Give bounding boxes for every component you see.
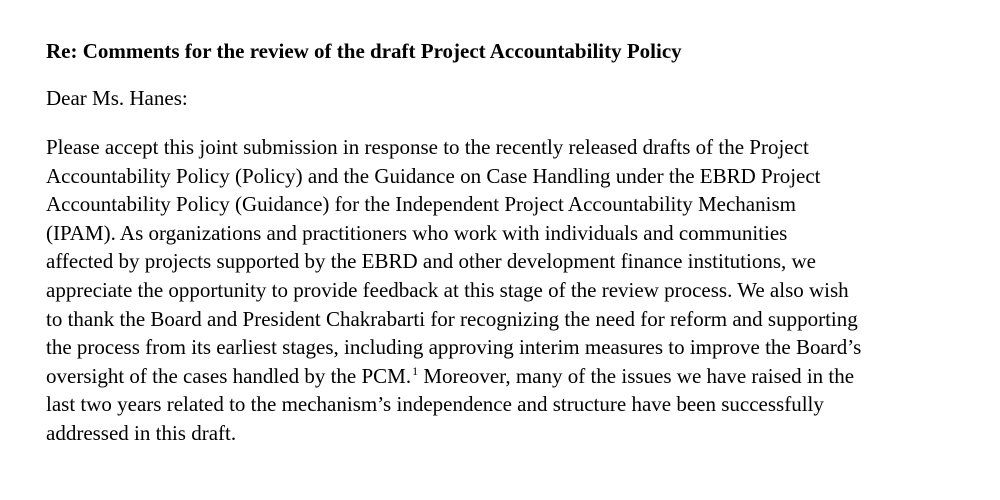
body-line: addressed in this draft. (46, 420, 237, 445)
letter-page (46, 37, 986, 448)
body-line: Accountability Policy (Guidance) for the Independent Project Accountability Mechanism (46, 192, 796, 217)
body-line-text: Moreover, many of the issues we have raised in the (418, 363, 855, 388)
body-line: last two years related to the mechanism’s independence and structure have been successfully (46, 392, 824, 417)
body-line-with-footnote (46, 362, 986, 391)
body-line: Accountability Policy (Policy) and the Guidance on Case Handling under the EBRD Project (46, 163, 821, 188)
body-line: (IPAM). As organizations and practitioners who work with individuals and communities (46, 220, 788, 245)
body-line: Please accept this joint submission in response to the recently released drafts of the Project (46, 135, 809, 159)
letter-salutation: Dear Ms. Hanes: (46, 86, 188, 110)
footnote-reference[interactable]: 1 (412, 363, 419, 378)
letter-subject-line: Re: Comments for the review of the draft Project Accountability Policy (46, 39, 682, 63)
letter-body-paragraph (46, 133, 986, 448)
body-line: the process from its earliest stages, including approving interim measures to improve the Board’s (46, 335, 862, 360)
body-line: appreciate the opportunity to provide feedback at this stage of the review process. We also wish (46, 277, 849, 302)
body-line-text: oversight of the cases handled by the PCM. (46, 363, 412, 388)
body-line: to thank the Board and President Chakrabarti for recognizing the need for reform and supporting (46, 306, 858, 331)
body-line: affected by projects supported by the EBRD and other development finance institutions, we (46, 249, 816, 274)
